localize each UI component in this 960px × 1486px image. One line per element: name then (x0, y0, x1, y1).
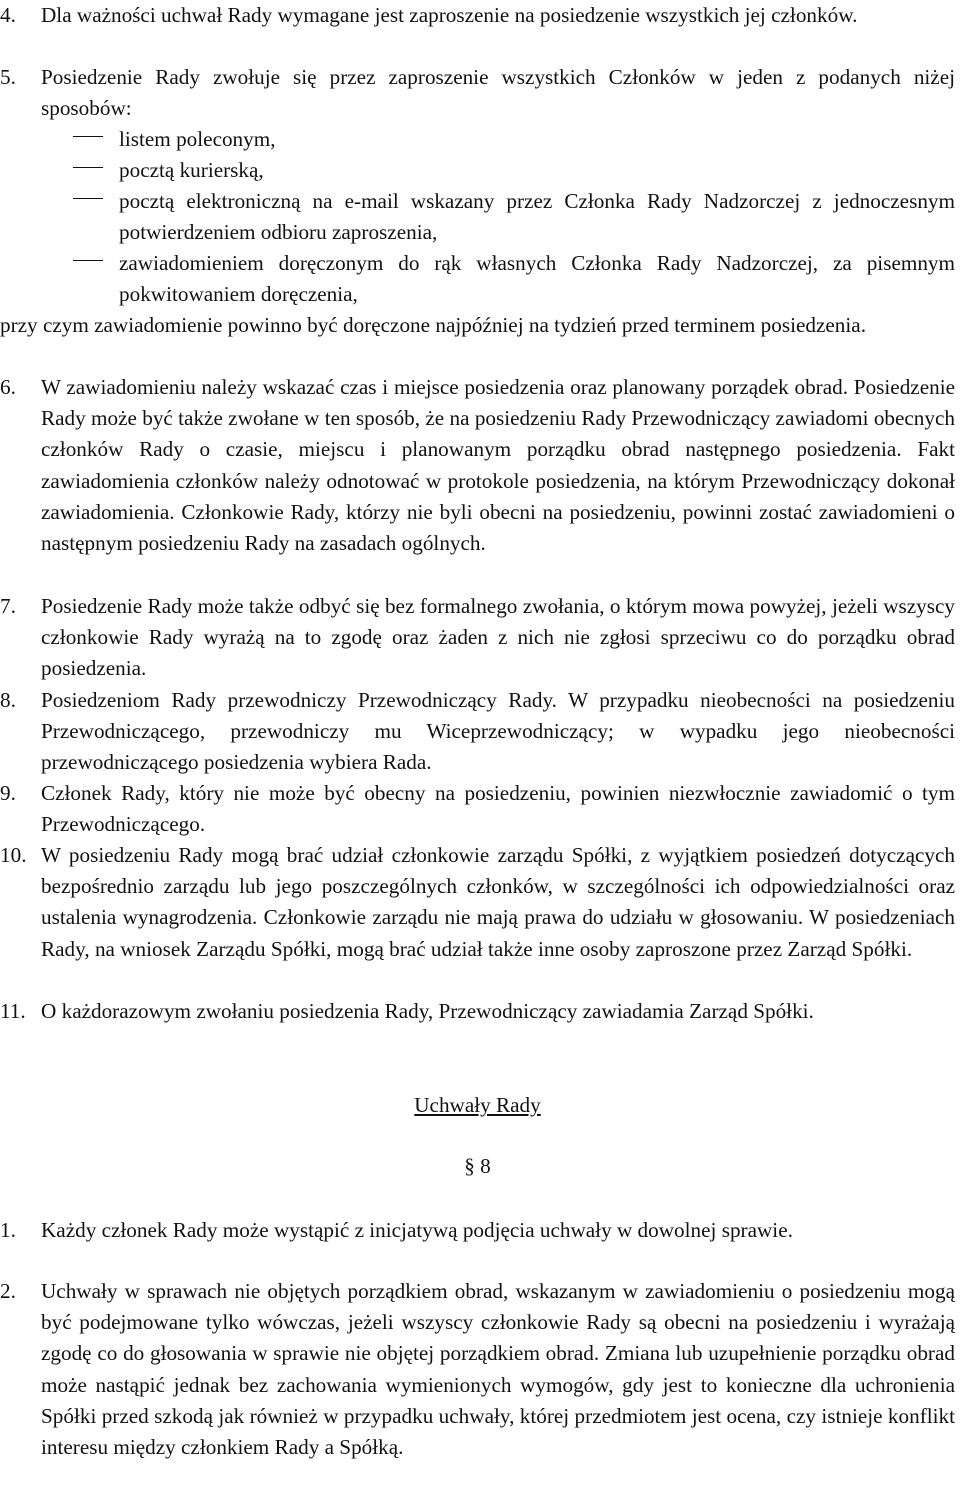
bullet-text: zawiadomieniem doręczonym do rąk własnych Członka Rady Nadzorczej, za pisemnym pokwitowaniem doręczenia, (119, 251, 955, 307)
list-item-8 (0, 685, 955, 779)
item-text: Posiedzenie Rady zwołuje się przez zaproszenie wszystkich Członków w jeden z podanych niżej sposobów: (41, 65, 955, 121)
list-item-9 (0, 778, 955, 840)
item-number: 5. (0, 65, 16, 89)
item-text: O każdorazowym zwołaniu posiedzenia Rady, Przewodniczący zawiadamia Zarząd Spółki. (41, 999, 814, 1023)
item-number: 1. (0, 1218, 16, 1242)
list-item-6 (0, 372, 955, 559)
item-number: 8. (0, 688, 16, 712)
paragraph-mark: § 8 (464, 1154, 491, 1178)
item-text: Członek Rady, który nie może być obecny na posiedzeniu, powinien niezwłocznie zawiadomić o tym Przewodniczącego. (41, 781, 955, 837)
list-item-7 (0, 591, 955, 685)
bullet-text: pocztą kurierską, (119, 158, 264, 182)
s8-list-item-2 (0, 1276, 955, 1463)
item-text: Uchwały w sprawach nie objętych porządkiem obrad, wskazanym w zawiadomieniu o posiedzeniu mogą być podejmowane tylko wówczas, jeżeli wszyscy członkowie Rady są obecni na posiedzeniu i wyrażają zgodę co do głosowania w sprawie nie objętej porządkiem obrad. Zmiana lub uzupełnienie porządku obrad może nastąpić jednak bez zachowania wymienionych wymogów, gdy jest to konieczne dla uchronienia Spółki przed szkodą jak również w przypadku uchwały, której przedmiotem jest ocena, czy istnieje konflikt interesu między członkiem Rady a Spółką. (41, 1279, 955, 1460)
item-number: 7. (0, 594, 16, 618)
item-number: 2. (0, 1279, 16, 1303)
dash-bullet-icon (73, 198, 103, 199)
list-item-10 (0, 840, 955, 965)
item-text: Posiedzeniom Rady przewodniczy Przewodniczący Rady. W przypadku nieobecności na posiedzeniu Przewodniczącego, przewodniczy mu Wiceprzewodniczący; w wypadku jego nieobecności przewodniczącego posiedzenia wybiera Rada. (41, 688, 955, 775)
item-text: W zawiadomieniu należy wskazać czas i miejsce posiedzenia oraz planowany porządek obrad. Posiedzenie Rady może być także zwołane w ten sposób, że na posiedzeniu Rady Przewodniczący zawiadomi obecnych członków Rady o czasie, miejscu i planowanym porządku obrad następnego posiedzenia. Fakt zawiadomienia członków należy odnotować w protokole posiedzenia, na którym Przewodniczący dokonał zawiadomienia. Członkowie Rady, którzy nie byli obecni na posiedzeniu, powinni zostać zawiadomieni o następnym posiedzeniu Rady na zasadach ogólnych. (41, 375, 955, 556)
bullet-item (73, 248, 955, 310)
list-item-4 (0, 0, 955, 31)
item-number: 6. (0, 375, 16, 399)
bullet-text: listem poleconym, (119, 127, 276, 151)
bullet-item (73, 186, 955, 248)
dash-bullet-icon (73, 167, 103, 168)
s8-list-item-1 (0, 1215, 955, 1246)
item-number: 11. (0, 999, 26, 1023)
item-text: Posiedzenie Rady może także odbyć się bez formalnego zwołania, o którym mowa powyżej, jeżeli wszyscy członkowie Rady wyrażą na to zgodę oraz żaden z nich nie zgłosi sprzeciwu co do porządku obrad posiedzenia. (41, 594, 955, 681)
list-item-5 (0, 62, 955, 124)
item-number: 9. (0, 781, 16, 805)
section-title: Uchwały Rady (414, 1093, 541, 1117)
item-text: Każdy członek Rady może wystąpić z inicjatywą podjęcia uchwały w dowolnej sprawie. (41, 1218, 793, 1242)
dash-bullet-icon (73, 136, 103, 137)
item-text: Dla ważności uchwał Rady wymagane jest zaproszenie na posiedzenie wszystkich jej członków. (41, 3, 858, 27)
item-5-continuation: przy czym zawiadomienie powinno być doręczone najpóźniej na tydzień przed terminem posiedzenia. (0, 313, 866, 337)
item-text: W posiedzeniu Rady mogą brać udział członkowie zarządu Spółki, z wyjątkiem posiedzeń dotyczących bezpośrednio zarządu lub jego poszczególnych członków, w szczególności ich odpowiedzialności oraz ustalenia wynagrodzenia. Członkowie zarządu nie mają prawa do udziału w głosowaniu. W posiedzeniach Rady, na wniosek Zarządu Spółki, mogą brać udział także inne osoby zaproszone przez Zarząd Spółki. (41, 843, 955, 961)
item-number: 10. (0, 843, 27, 867)
item-number: 4. (0, 3, 16, 27)
bullet-text: pocztą elektroniczną na e-mail wskazany przez Członka Rady Nadzorczej z jednoczesnym potwierdzeniem odbioru zaproszenia, (119, 189, 955, 245)
bullet-item (73, 155, 955, 186)
dash-bullet-icon (73, 260, 103, 261)
bullet-item (73, 124, 955, 155)
list-item-11 (0, 996, 955, 1027)
